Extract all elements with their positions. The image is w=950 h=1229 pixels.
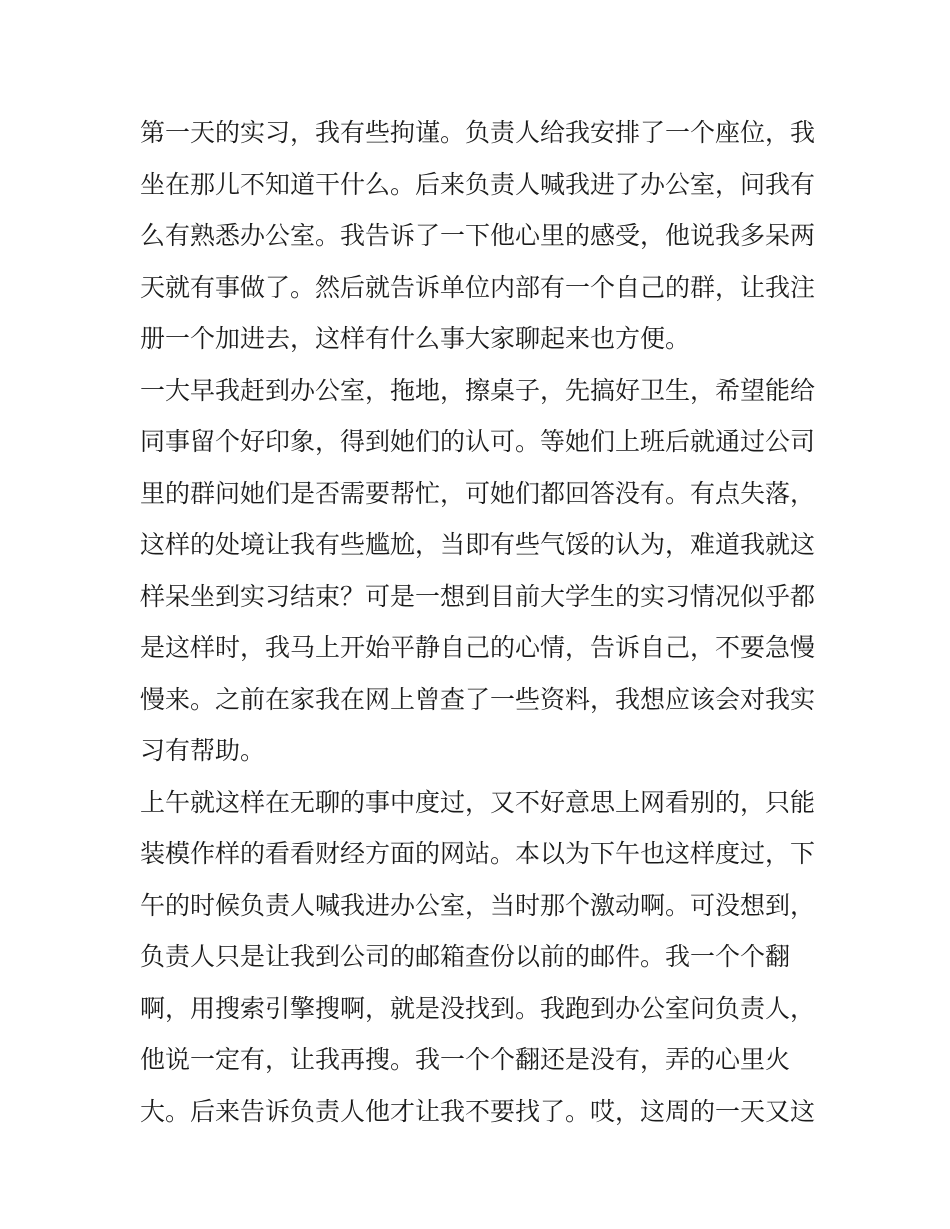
text-line: 是这样时，我马上开始平静自己的心情，告诉自己，不要急慢 (140, 633, 816, 662)
text-line: 天就有事做了。然后就告诉单位内部有一个自己的群，让我注 (140, 272, 816, 302)
text-line: 啊，用搜索引擎搜啊，就是没找到。我跑到办公室问负责人， (140, 993, 816, 1023)
text-line: 装模作样的看看财经方面的网站。本以为下午也这样度过，下 (140, 839, 816, 868)
text-line: 册一个加进去，这样有什么事大家聊起来也方便。 (140, 324, 691, 353)
text-line: 里的群问她们是否需要帮忙，可她们都回答没有。有点失落， (140, 478, 816, 508)
text-line: 午的时候负责人喊我进办公室，当时那个激动啊。可没想到， (140, 890, 816, 920)
text-line: 慢来。之前在家我在网上曾查了一些资料，我想应该会对我实 (140, 684, 816, 714)
text-line: 大。后来告诉负责人他才让我不要找了。哎，这周的一天又这 (140, 1096, 816, 1126)
text-line: 上午就这样在无聊的事中度过，又不好意思上网看别的，只能 (140, 787, 816, 817)
text-line: 他说一定有，让我再搜。我一个个翻还是没有，弄的心里火 (140, 1045, 791, 1074)
paragraph-3 (140, 777, 820, 1138)
text-line: 第一天的实习，我有些拘谨。负责人给我安排了一个座位，我 (140, 118, 816, 147)
text-line: 同事留个好印象，得到她们的认可。等她们上班后就通过公司 (140, 427, 816, 456)
text-line: 习有帮助。 (140, 736, 266, 765)
document-body (140, 107, 820, 1137)
text-line: 这样的处境让我有些尴尬，当即有些气馁的认为，难道我就这 (140, 530, 816, 559)
text-line: 一大早我赶到办公室，拖地，擦桌子，先搞好卫生，希望能给 (140, 375, 816, 405)
text-line: 负责人只是让我到公司的邮箱查份以前的邮件。我一个个翻 (140, 942, 791, 971)
text-line: 么有熟悉办公室。我告诉了一下他心里的感受，他说我多呆两 (140, 221, 816, 250)
text-line: 样呆坐到实习结束？可是一想到目前大学生的实习情况似乎都 (140, 581, 816, 611)
text-line: 坐在那儿不知道干什么。后来负责人喊我进了办公室，问我有 (140, 169, 816, 199)
paragraph-2 (140, 365, 820, 777)
paragraph-1 (140, 107, 820, 365)
